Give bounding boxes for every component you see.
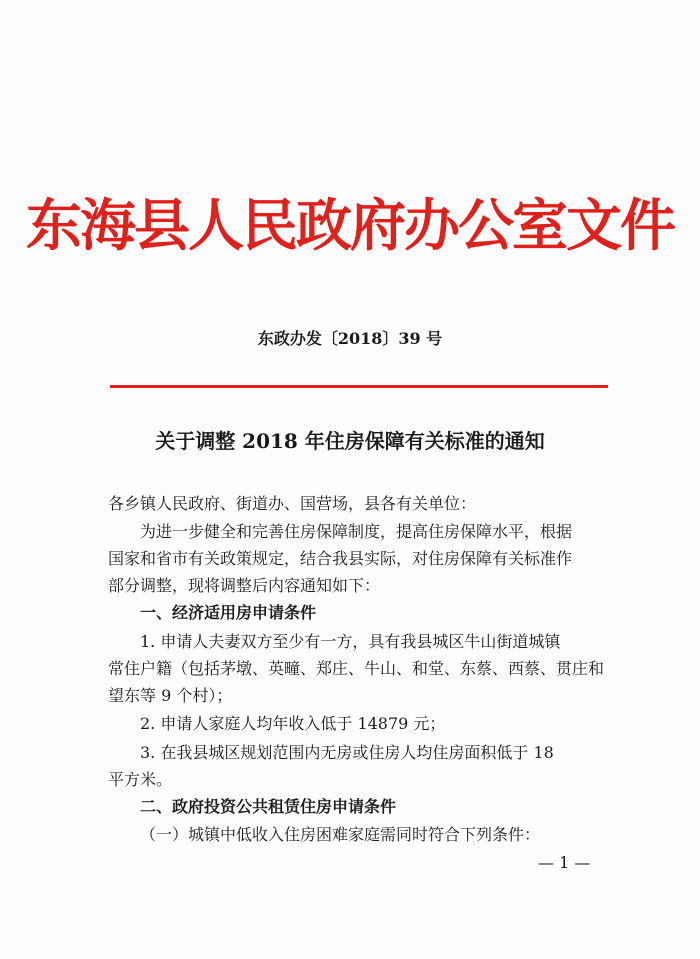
paragraph-line: 3. 在我县城区规划范围内无房或住房人均住房面积低于 18 <box>140 743 554 762</box>
paragraph-line: 2. 申请人家庭人均年收入低于 14879 元； <box>140 714 446 733</box>
paragraph-line: 常住户籍（包括茅墩、英疃、郑庄、牛山、和堂、东蔡、西蔡、贯庄和 <box>108 659 605 678</box>
red-divider-line <box>110 385 608 388</box>
section-heading: 二、政府投资公共租赁住房申请条件 <box>140 797 397 816</box>
document-masthead: 东海县人民政府办公室文件 <box>26 194 674 259</box>
paragraph-line: 部分调整，现将调整后内容通知如下： <box>108 576 381 595</box>
document-number: 东政办发〔2018〕39 号 <box>257 329 443 348</box>
paragraph-line: 1. 申请人夫妻双方至少有一方，具有我县城区牛山街道城镇 <box>140 632 561 651</box>
paragraph-line: 为进一步健全和完善住房保障制度，提高住房保障水平，根据 <box>140 522 573 541</box>
paragraph-line: 平方米。 <box>108 770 173 789</box>
section-heading: 一、经济适用房申请条件 <box>140 603 317 622</box>
paragraph-line: （一）城镇中低收入住房困难家庭需同时符合下列条件： <box>140 825 541 844</box>
paragraph-line: 国家和省市有关政策规定，结合我县实际，对住房保障有关标准作 <box>108 549 573 568</box>
salutation: 各乡镇人民政府、街道办、国营场，县各有关单位： <box>108 494 477 513</box>
document-title: 关于调整 2018 年住房保障有关标准的通知 <box>155 429 545 453</box>
page-number: — 1 — <box>538 853 591 872</box>
paragraph-line: 望东等 9 个村）； <box>108 686 233 705</box>
